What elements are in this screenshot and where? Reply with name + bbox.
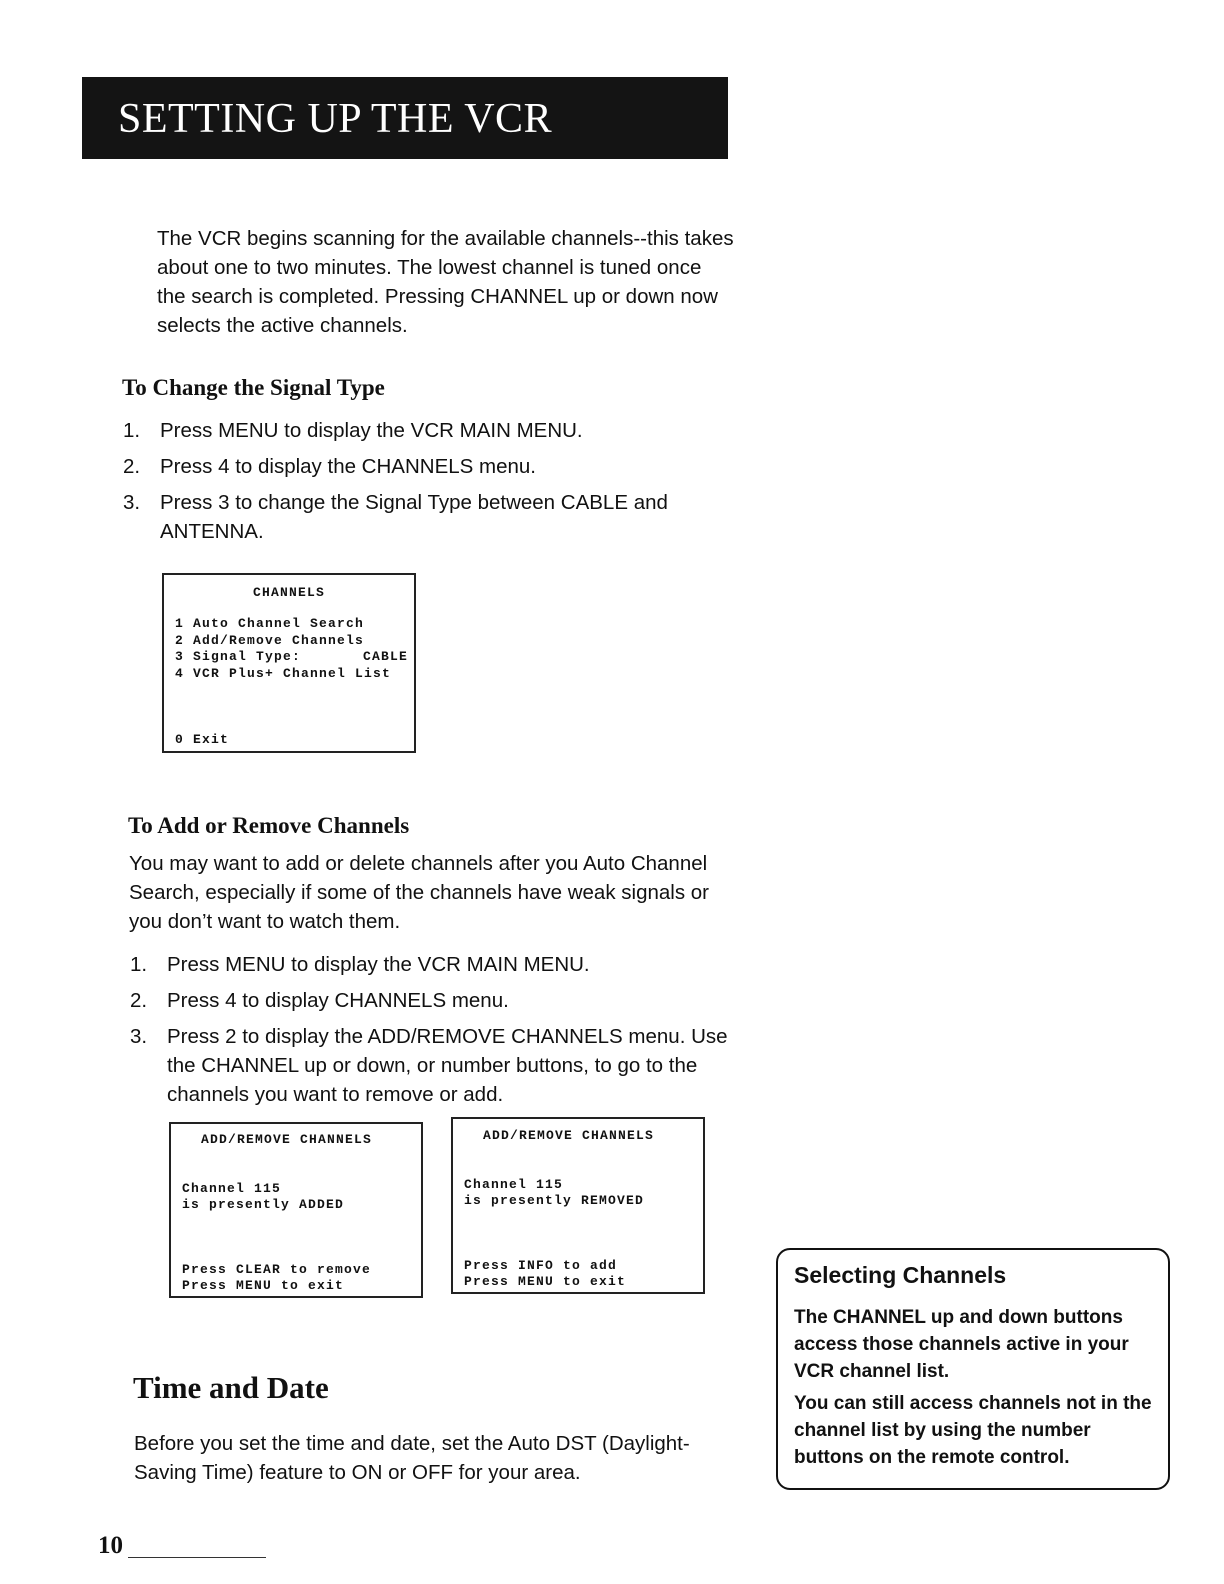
step-text: Press 3 to change the Signal Type between CABLE and ANTENNA. xyxy=(160,491,668,543)
screen-action: Press INFO to add xyxy=(464,1258,618,1273)
step-item xyxy=(123,416,723,445)
menu-exit: 0 Exit xyxy=(175,732,230,747)
screen-channel: Channel 115 xyxy=(182,1181,282,1196)
step-number: 2. xyxy=(130,989,148,1012)
step-item xyxy=(130,986,728,1015)
add-remove-screen-removed xyxy=(451,1117,705,1294)
step-text: Press MENU to display the VCR MAIN MENU. xyxy=(167,953,590,976)
add-remove-screen-added xyxy=(169,1122,423,1298)
menu-item xyxy=(175,633,408,650)
menu-item-value: CABLE xyxy=(362,649,408,664)
step-number: 2. xyxy=(123,455,141,478)
time-date-paragraph: Before you set the time and date, set the Auto DST (Daylight-Saving Time) feature to ON or OFF for your area. xyxy=(134,1432,690,1484)
step-item xyxy=(123,452,723,481)
section-title: SETTING UP THE VCR xyxy=(118,96,553,142)
tip-paragraph: You can still access channels not in the channel list by using the number buttons on the remote control. xyxy=(794,1393,1152,1468)
menu-item-label: 4 VCR Plus+ Channel List xyxy=(175,665,392,681)
step-text: Press 2 to display the ADD/REMOVE CHANNELS menu. Use the CHANNEL up or down, or number buttons, to go to the channels you want to remove or add. xyxy=(167,1025,728,1106)
screen-status: is presently ADDED xyxy=(182,1197,345,1212)
add-remove-heading: To Add or Remove Channels xyxy=(128,813,410,838)
intro-paragraph: The VCR begins scanning for the available channels--this takes about one to two minutes. The lowest channel is tuned once the search is completed. Pressing CHANNEL up or down now selects the active channels. xyxy=(157,227,734,337)
step-number: 3. xyxy=(123,491,141,514)
step-number: 1. xyxy=(130,953,148,976)
screen-title: CHANNELS xyxy=(252,585,325,600)
step-text: Press 4 to display the CHANNELS menu. xyxy=(160,455,536,478)
step-text: Press 4 to display CHANNELS menu. xyxy=(167,989,509,1012)
step-number: 1. xyxy=(123,419,141,442)
signal-type-steps xyxy=(123,416,723,553)
step-text: Press MENU to display the VCR MAIN MENU. xyxy=(160,419,583,442)
page-number: 10 xyxy=(98,1532,123,1559)
screen-title: ADD/REMOVE CHANNELS xyxy=(483,1128,655,1143)
tip-paragraph: The CHANNEL up and down buttons access those channels active in your VCR channel list. xyxy=(794,1307,1129,1382)
screen-action: Press CLEAR to remove xyxy=(182,1262,372,1277)
time-date-title: Time and Date xyxy=(133,1370,329,1405)
footer-rule xyxy=(128,1557,266,1558)
screen-exit: Press MENU to exit xyxy=(464,1274,627,1289)
step-item xyxy=(130,950,728,979)
screen-channel: Channel 115 xyxy=(464,1177,564,1192)
step-item xyxy=(123,488,723,546)
menu-item-label: 2 Add/Remove Channels xyxy=(175,632,365,648)
screen-title: ADD/REMOVE CHANNELS xyxy=(201,1132,373,1147)
tip-title: Selecting Channels xyxy=(794,1262,1007,1288)
menu-item xyxy=(175,666,408,683)
step-number: 3. xyxy=(130,1025,148,1048)
screen-status: is presently REMOVED xyxy=(464,1193,645,1208)
add-remove-steps xyxy=(130,950,728,1116)
menu-item-label: 1 Auto Channel Search xyxy=(175,616,365,631)
screen-exit: Press MENU to exit xyxy=(182,1278,345,1293)
signal-type-heading: To Change the Signal Type xyxy=(122,375,385,400)
menu-item xyxy=(175,616,408,633)
menu-list xyxy=(175,616,408,682)
add-remove-intro: You may want to add or delete channels after you Auto Channel Search, especially if some of the channels have weak signals or you don’t want to watch them. xyxy=(129,852,710,933)
menu-item xyxy=(175,649,408,666)
step-item xyxy=(130,1022,728,1109)
menu-item-label: 3 Signal Type: xyxy=(175,649,302,664)
section-banner xyxy=(82,77,728,159)
channels-menu-screen xyxy=(162,573,416,753)
selecting-channels-tip xyxy=(776,1248,1170,1490)
